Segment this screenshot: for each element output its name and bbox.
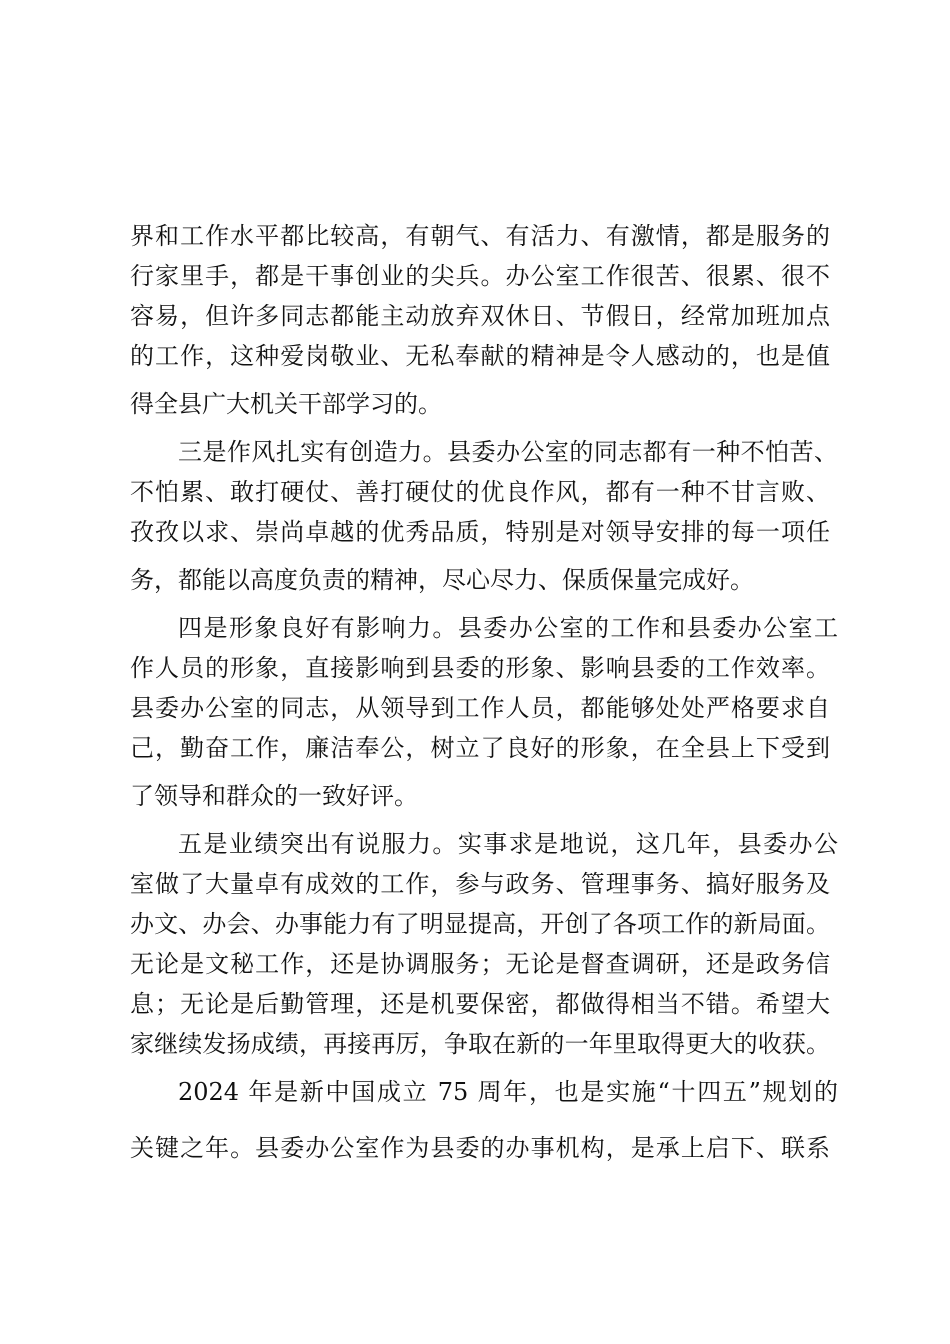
text-line-2: 行家里手，都是干事创业的尖兵。办公室工作很苦、很累、很不 — [130, 262, 830, 290]
text-line-1: 界和工作水平都比较高，有朝气、有活力、有激情，都是服务的 — [130, 222, 830, 250]
text-line-4: 的工作，这种爱岗敬业、无私奉献的精神是令人感动的，也是值 — [130, 342, 830, 370]
text-line-5: 得全县广大机关干部学习的。 — [130, 390, 442, 418]
text-line-17: 办文、办会、办事能力有了明显提高，开创了各项工作的新局面。 — [130, 910, 830, 938]
text-line-15: 五是业绩突出有说服力。实事求是地说，这几年，县委办公 — [178, 830, 838, 858]
text-line-10: 四是形象良好有影响力。县委办公室的工作和县委办公室工 — [178, 614, 838, 642]
text-line-12: 县委办公室的同志，从领导到工作人员，都能够处处严格要求自 — [130, 694, 830, 722]
text-line-8: 孜孜以求、崇尚卓越的优秀品质，特别是对领导安排的每一项任 — [130, 518, 830, 546]
text-line-20: 家继续发扬成绩，再接再厉，争取在新的一年里取得更大的收获。 — [130, 1030, 830, 1058]
text-line-3: 容易，但许多同志都能主动放弃双休日、节假日，经常加班加点 — [130, 302, 830, 330]
text-line-22: 关键之年。县委办公室作为县委的办事机构，是承上启下、联系 — [130, 1134, 830, 1162]
text-line-9: 务，都能以高度负责的精神，尽心尽力、保质保量完成好。 — [130, 566, 754, 594]
text-line-7: 不怕累、敢打硬仗、善打硬仗的优良作风，都有一种不甘言败、 — [130, 478, 830, 506]
text-line-13: 己，勤奋工作，廉洁奉公，树立了良好的形象，在全县上下受到 — [130, 734, 830, 762]
text-line-19: 息；无论是后勤管理，还是机要保密，都做得相当不错。希望大 — [130, 990, 830, 1018]
text-line-18: 无论是文秘工作，还是协调服务；无论是督查调研，还是政务信 — [130, 950, 830, 978]
text-line-6: 三是作风扎实有创造力。县委办公室的同志都有一种不怕苦、 — [178, 438, 838, 466]
text-line-21: 2024 年是新中国成立 75 周年，也是实施“十四五”规划的 — [178, 1078, 838, 1106]
text-line-14: 了领导和群众的一致好评。 — [130, 782, 418, 810]
text-line-11: 作人员的形象，直接影响到县委的形象、影响县委的工作效率。 — [130, 654, 830, 682]
text-line-16: 室做了大量卓有成效的工作，参与政务、管理事务、搞好服务及 — [130, 870, 830, 898]
